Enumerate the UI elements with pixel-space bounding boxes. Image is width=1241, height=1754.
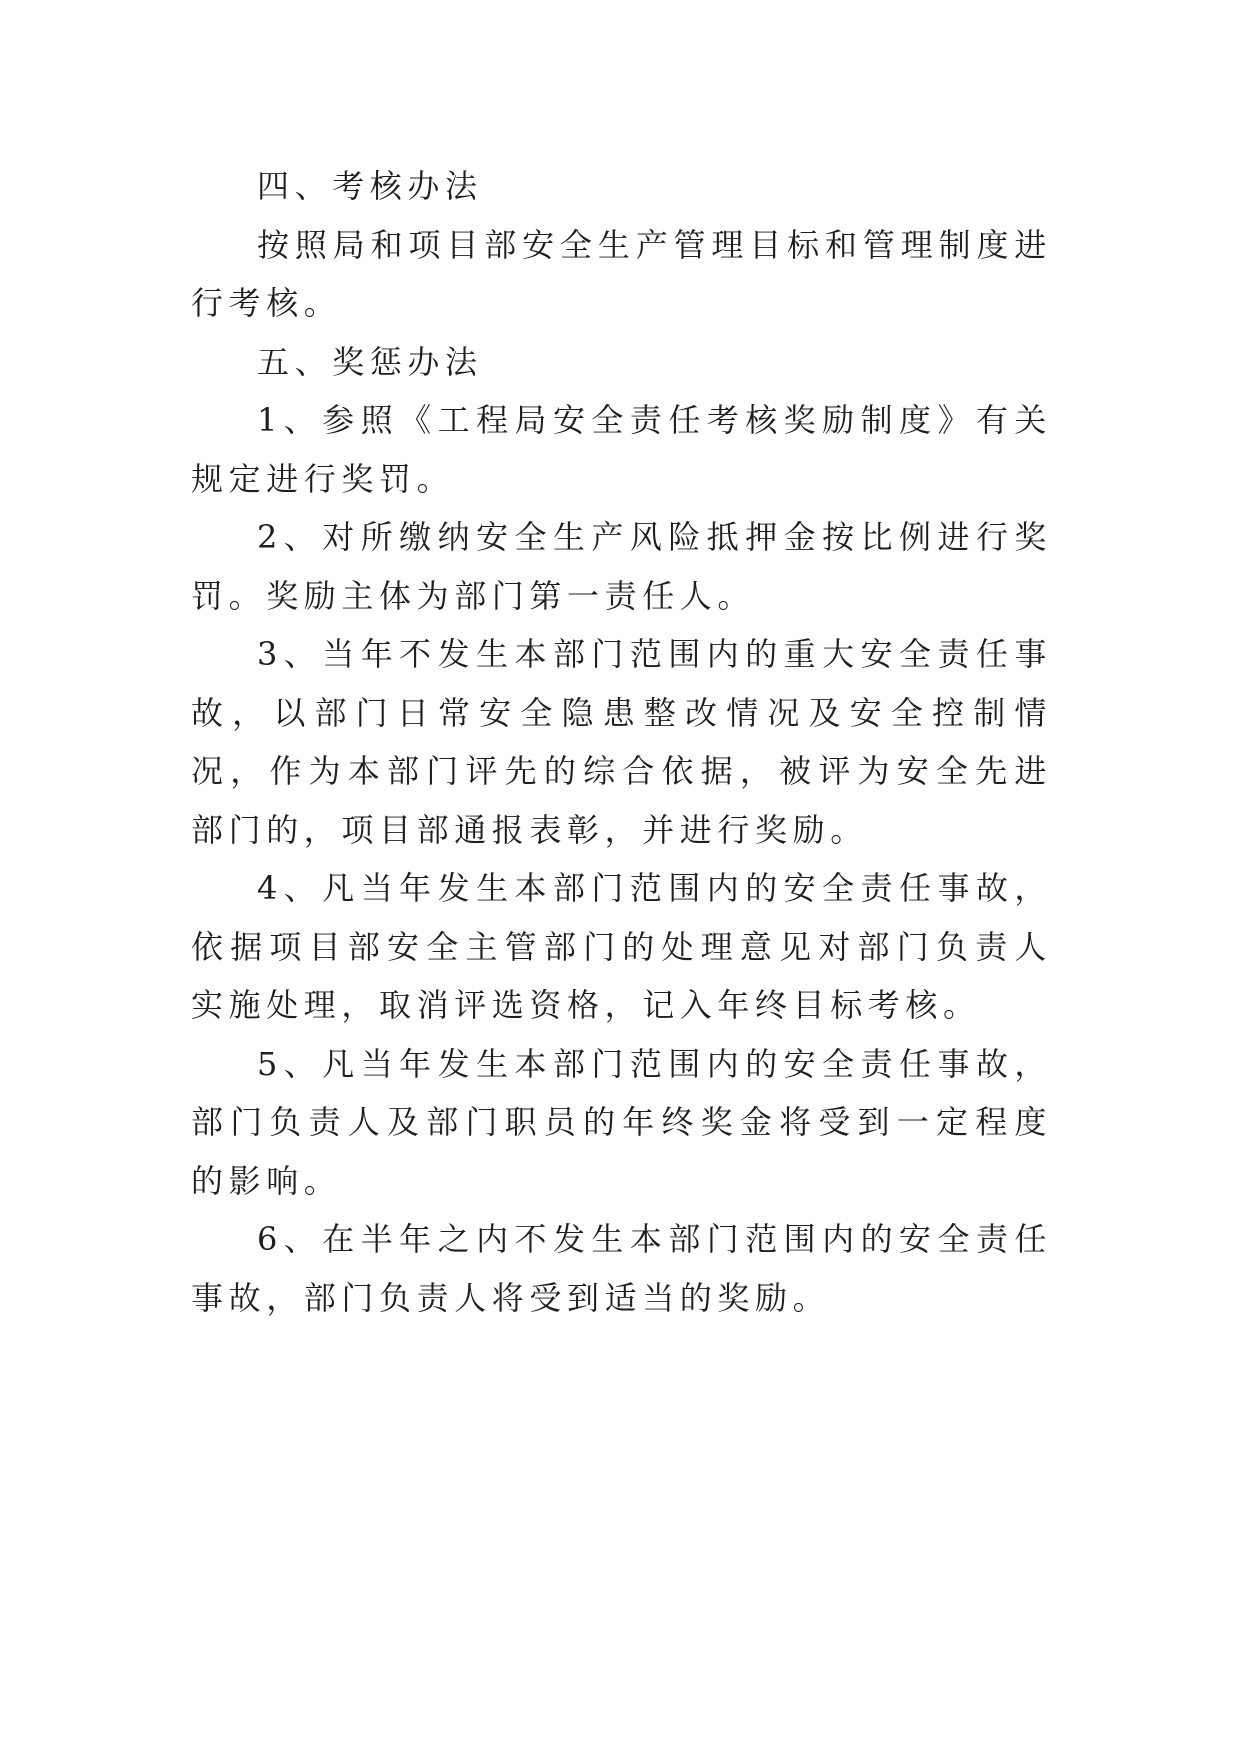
list-item-4: 4、凡当年发生本部门范围内的安全责任事故，依据项目部安全主管部门的处理意见对部门负责人实施处理，取消评选资格，记入年终目标考核。 [191,869,1052,1024]
list-item-3: 3、当年不发生本部门范围内的重大安全责任事故，以部门日常安全隐患整改情况及安全控制情况，作为本部门评先的综合依据，被评为安全先进部门的，项目部通报表彰，并进行奖励。 [191,635,1052,849]
section-heading-assessment: 四、考核办法 [257,167,483,205]
list-item-6: 6、在半年之内不发生本部门范围内的安全责任事故，部门负责人将受到适当的奖励。 [191,1220,1052,1317]
paragraph-assessment-method: 按照局和项目部安全生产管理目标和管理制度进行考核。 [191,225,1052,322]
list-item-1: 1、参照《工程局安全责任考核奖励制度》有关规定进行奖罚。 [191,401,1052,498]
list-item-2: 2、对所缴纳安全生产风险抵押金按比例进行奖罚。奖励主体为部门第一责任人。 [191,518,1052,615]
list-item-5: 5、凡当年发生本部门范围内的安全责任事故，部门负责人及部门职员的年终奖金将受到一定程度的影响。 [191,1044,1052,1200]
section-heading-rewards-penalties: 五、奖惩办法 [257,342,483,381]
document-body [191,157,1052,1327]
